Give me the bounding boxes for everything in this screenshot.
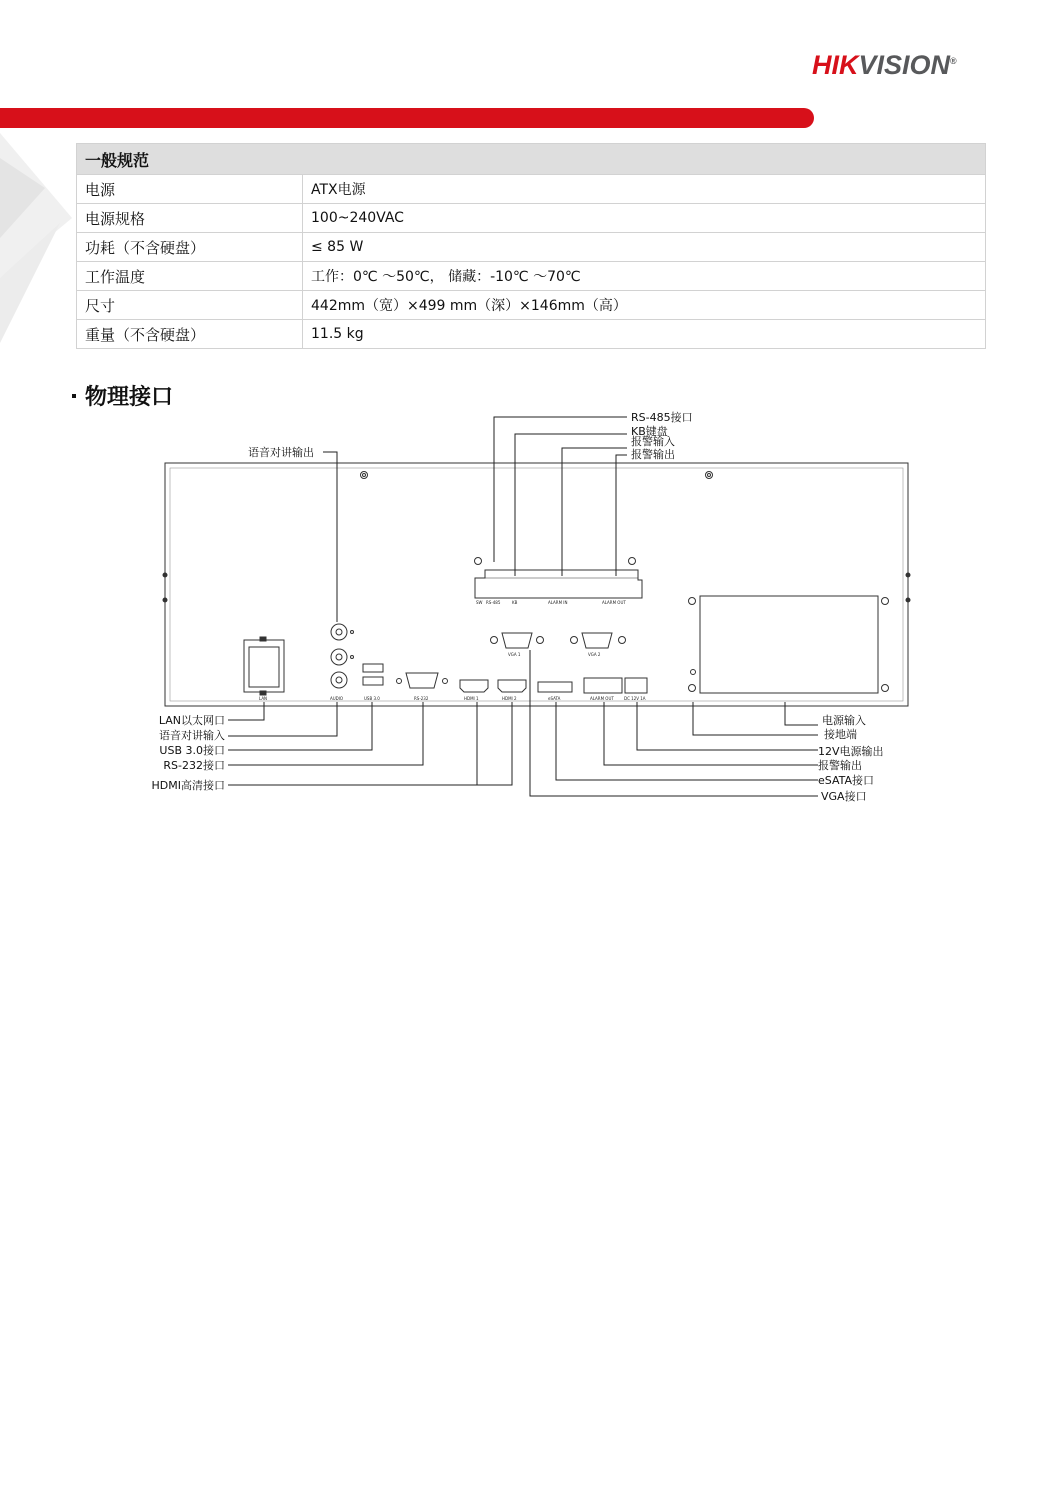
table-row [77, 291, 986, 320]
callout-audio-out: 语音对讲输出 [248, 446, 314, 459]
callout-audio-in: 语音对讲输入 [159, 729, 225, 742]
port-label-rs485: RS-485 [486, 600, 501, 605]
port-label-sw: SW [476, 600, 483, 605]
table-row [77, 175, 986, 204]
callout-alarm-out: 报警输出 [631, 448, 675, 461]
hdmi2-port [498, 680, 526, 692]
spec-label: 工作温度 [77, 262, 303, 291]
spec-value: 11.5 kg [303, 320, 986, 349]
spec-value: ATX电源 [303, 175, 986, 204]
alarm-out-port [584, 678, 622, 693]
logo-part-hik: HIK [812, 50, 859, 80]
callout-esata: eSATA接口 [818, 774, 875, 787]
port-label-vga1: VGA 1 [508, 652, 521, 657]
spec-value: ≤ 85 W [303, 233, 986, 262]
spec-value: 100~240VAC [303, 204, 986, 233]
section-title-text: 物理接口 [85, 385, 174, 410]
spec-label: 功耗（不含硬盘） [77, 233, 303, 262]
port-label-alarm-out-top: ALARM OUT [602, 600, 626, 605]
esata-port [538, 682, 572, 692]
table-row [77, 204, 986, 233]
callout-usb: USB 3.0接口 [159, 744, 225, 757]
logo-registered-mark: ® [950, 56, 957, 66]
usb-port-2 [363, 677, 383, 685]
spec-table-header: 一般规范 [77, 144, 986, 175]
callout-hdmi: HDMI高清接口 [151, 779, 225, 792]
spec-value: 442mm（宽）×499 mm（深）×146mm（高） [303, 291, 986, 320]
spec-table-header-row [77, 144, 986, 175]
header-red-bar [0, 108, 814, 128]
callout-alarm-out-bottom: 报警输出 [818, 759, 862, 772]
dc-out-port [625, 678, 647, 693]
spec-label: 电源 [77, 175, 303, 204]
spec-label: 重量（不含硬盘） [77, 320, 303, 349]
decorative-triangles [0, 128, 75, 348]
port-label-lan: LAN [259, 696, 268, 701]
callout-rs232: RS-232接口 [163, 759, 225, 772]
logo-part-vision: VISION [858, 50, 951, 80]
table-row [77, 233, 986, 262]
vga1-port [502, 633, 532, 648]
callout-lan: LAN以太网口 [158, 714, 225, 727]
spec-value: 工作：0℃ ～50℃， 储藏：-10℃ ～70℃ [303, 262, 986, 291]
port-label-vga2: VGA 2 [588, 652, 601, 657]
usb-port-1 [363, 664, 383, 672]
callout-ground: 接地端 [824, 728, 857, 741]
spec-label: 尺寸 [77, 291, 303, 320]
callout-rs485: RS-485接口 [631, 411, 693, 424]
table-row [77, 320, 986, 349]
port-label-hdmi1: HDMI 1 [464, 696, 479, 701]
rs232-port [406, 673, 438, 688]
port-label-esata: eSATA [548, 696, 561, 701]
port-label-audio: AUDIO [330, 696, 344, 701]
hikvision-logo [812, 50, 957, 81]
port-label-rs232: RS-232 [414, 696, 429, 701]
callout-12v-out: 12V电源输出 [818, 745, 884, 758]
spec-table [76, 143, 986, 349]
port-label-kb: KB [512, 600, 518, 605]
port-label-hdmi2: HDMI 2 [502, 696, 517, 701]
rear-panel-diagram [0, 400, 1060, 810]
port-label-usb: USB 3.0 [364, 696, 380, 701]
callout-kb: KB键盘 [631, 425, 668, 438]
callout-vga: VGA接口 [821, 790, 867, 803]
chassis-outline [165, 463, 908, 706]
port-label-alarm-in: ALARM IN [548, 600, 568, 605]
power-supply [700, 596, 878, 693]
spec-label: 电源规格 [77, 204, 303, 233]
callout-power-in: 电源输入 [822, 714, 866, 727]
vga2-port [582, 633, 612, 648]
terminal-block [475, 570, 642, 598]
port-label-dc: DC 12V 1A [624, 696, 646, 701]
callout-alarm-in: 报警输入 [631, 435, 675, 448]
table-row [77, 262, 986, 291]
lan-port [249, 647, 279, 687]
hdmi1-port [460, 680, 488, 692]
port-label-alarm-out: ALARM OUT [590, 696, 614, 701]
bullet-icon [72, 394, 76, 398]
